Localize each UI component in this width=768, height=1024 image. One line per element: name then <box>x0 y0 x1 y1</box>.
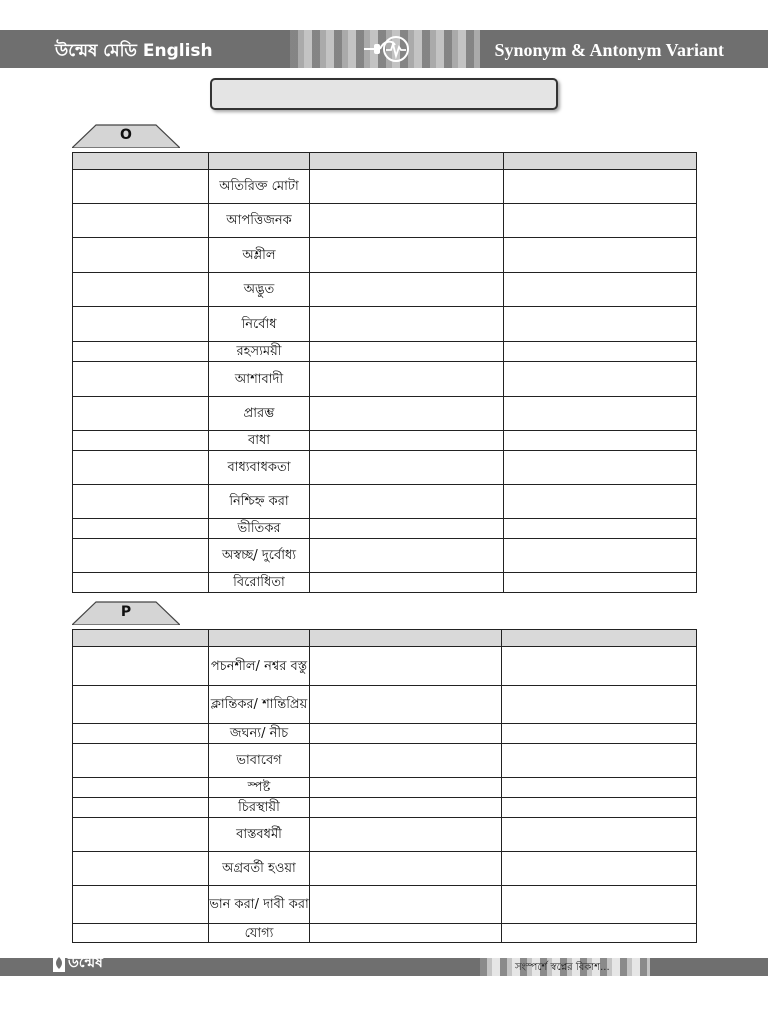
table-row <box>73 818 697 852</box>
synonym-cell <box>310 573 504 593</box>
antonym-cell <box>502 886 697 924</box>
meaning-cell: অতিরিক্ত মোটা <box>209 170 310 204</box>
antonym-cell <box>502 852 697 886</box>
synonym-cell <box>310 519 504 539</box>
antonym-cell <box>502 798 697 818</box>
section-tab-o <box>72 124 180 148</box>
meaning-cell: আপত্তিজনক <box>209 204 310 238</box>
antonym-cell <box>502 924 697 943</box>
synonym-cell <box>310 170 504 204</box>
antonym-cell <box>502 724 697 744</box>
antonym-cell <box>504 397 697 431</box>
antonym-cell <box>504 451 697 485</box>
word-cell <box>73 307 209 342</box>
antonym-cell <box>502 778 697 798</box>
meaning-cell: নিশ্চিহ্ন করা <box>209 485 310 519</box>
word-cell <box>73 204 209 238</box>
meaning-cell: বাস্তবধর্মী <box>209 818 310 852</box>
meaning-cell: যোগ্য <box>209 924 310 943</box>
meaning-cell: ভান করা/ দাবী করা <box>209 886 310 924</box>
antonym-cell <box>502 744 697 778</box>
table-row <box>73 342 697 362</box>
synonym-cell <box>310 686 502 724</box>
meaning-cell: আশাবাদী <box>209 362 310 397</box>
antonym-cell <box>504 307 697 342</box>
table-row <box>73 273 697 307</box>
word-cell <box>73 397 209 431</box>
word-cell <box>73 342 209 362</box>
meaning-cell: চিরস্থায়ী <box>209 798 310 818</box>
table-row <box>73 798 697 818</box>
table-row <box>73 431 697 451</box>
word-cell <box>73 744 209 778</box>
word-cell <box>73 539 209 573</box>
meaning-cell: অদ্ভুত <box>209 273 310 307</box>
synonym-cell <box>310 397 504 431</box>
antonym-cell <box>504 362 697 397</box>
antonym-cell <box>504 238 697 273</box>
word-cell <box>73 170 209 204</box>
stethoscope-icon <box>362 32 412 66</box>
antonym-cell <box>504 431 697 451</box>
table-row <box>73 451 697 485</box>
table-row <box>73 744 697 778</box>
header-cell <box>310 153 504 170</box>
synonym-cell <box>310 273 504 307</box>
table-row <box>73 362 697 397</box>
synonym-cell <box>310 431 504 451</box>
footer-brand-name: উন্মেষ <box>68 955 103 971</box>
table-row <box>73 724 697 744</box>
word-cell <box>73 852 209 886</box>
antonym-cell <box>504 573 697 593</box>
word-cell <box>73 778 209 798</box>
page-subject-title: Synonym & Antonym Variant <box>494 40 724 60</box>
page-footer <box>0 955 768 976</box>
synonym-cell <box>310 362 504 397</box>
table-row <box>73 924 697 943</box>
section-letter: P <box>120 604 132 620</box>
vocab-table-p <box>72 629 697 943</box>
synonym-cell <box>310 924 502 943</box>
antonym-cell <box>502 686 697 724</box>
table-row <box>73 397 697 431</box>
table-row <box>73 573 697 593</box>
word-cell <box>73 798 209 818</box>
section-title-box <box>210 78 558 110</box>
antonym-cell <box>504 519 697 539</box>
meaning-cell: অগ্রবর্তী হওয়া <box>209 852 310 886</box>
synonym-cell <box>310 204 504 238</box>
table-header-row <box>73 630 697 647</box>
table-row <box>73 686 697 724</box>
table-row <box>73 170 697 204</box>
header-cell <box>73 153 209 170</box>
synonym-cell <box>310 886 502 924</box>
meaning-cell: বাধা <box>209 431 310 451</box>
table-row <box>73 852 697 886</box>
table-row <box>73 519 697 539</box>
meaning-cell: ভাবাবেগ <box>209 744 310 778</box>
antonym-cell <box>504 273 697 307</box>
word-cell <box>73 362 209 397</box>
table-row <box>73 886 697 924</box>
synonym-cell <box>310 798 502 818</box>
header-cell <box>502 630 697 647</box>
table-row <box>73 204 697 238</box>
word-cell <box>73 485 209 519</box>
table-header-row <box>73 153 697 170</box>
antonym-cell <box>504 204 697 238</box>
table-row <box>73 647 697 686</box>
table-row <box>73 485 697 519</box>
table-row <box>73 539 697 573</box>
word-cell <box>73 451 209 485</box>
meaning-cell: ক্লান্তিকর/ শান্তিপ্রিয় <box>209 686 310 724</box>
meaning-cell: নির্বোধ <box>209 307 310 342</box>
brand-logo-icon <box>52 953 66 973</box>
footer-brand <box>52 951 103 975</box>
synonym-cell <box>310 451 504 485</box>
footer-tagline: সংস্পর্শে স্বপ্নের বিকাশ... <box>515 962 610 973</box>
antonym-cell <box>504 485 697 519</box>
synonym-cell <box>310 852 502 886</box>
synonym-cell <box>310 238 504 273</box>
synonym-cell <box>310 485 504 519</box>
word-cell <box>73 686 209 724</box>
meaning-cell: অস্বচ্ছ/ দুর্বোধ্য <box>209 539 310 573</box>
meaning-cell: অশ্লীল <box>209 238 310 273</box>
word-cell <box>73 886 209 924</box>
synonym-cell <box>310 647 502 686</box>
synonym-cell <box>310 342 504 362</box>
meaning-cell: পচনশীল/ নশ্বর বস্তু <box>209 647 310 686</box>
meaning-cell: স্পষ্ট <box>209 778 310 798</box>
antonym-cell <box>504 539 697 573</box>
word-cell <box>73 924 209 943</box>
synonym-cell <box>310 307 504 342</box>
table-row <box>73 238 697 273</box>
synonym-cell <box>310 539 504 573</box>
word-cell <box>73 238 209 273</box>
header-cell <box>209 153 310 170</box>
word-cell <box>73 818 209 852</box>
synonym-cell <box>310 744 502 778</box>
word-cell <box>73 431 209 451</box>
meaning-cell: জঘন্য/ নীচ <box>209 724 310 744</box>
word-cell <box>73 573 209 593</box>
header-cell <box>310 630 502 647</box>
header-cell <box>209 630 310 647</box>
meaning-cell: বাধ্যবাধকতা <box>209 451 310 485</box>
page-header <box>0 30 768 68</box>
antonym-cell <box>502 647 697 686</box>
meaning-cell: রহস্যময়ী <box>209 342 310 362</box>
antonym-cell <box>504 342 697 362</box>
synonym-cell <box>310 724 502 744</box>
synonym-cell <box>310 778 502 798</box>
brand-title: উন্মেষ মেডি English <box>55 41 213 61</box>
table-row <box>73 307 697 342</box>
word-cell <box>73 724 209 744</box>
meaning-cell: বিরোধিতা <box>209 573 310 593</box>
word-cell <box>73 519 209 539</box>
antonym-cell <box>504 170 697 204</box>
synonym-cell <box>310 818 502 852</box>
meaning-cell: প্রারম্ভ <box>209 397 310 431</box>
word-cell <box>73 273 209 307</box>
section-tab-p <box>72 601 180 625</box>
antonym-cell <box>502 818 697 852</box>
section-letter: O <box>120 127 132 143</box>
header-cell <box>504 153 697 170</box>
header-cell <box>73 630 209 647</box>
table-row <box>73 778 697 798</box>
vocab-table-o <box>72 152 697 593</box>
meaning-cell: ভীতিকর <box>209 519 310 539</box>
word-cell <box>73 647 209 686</box>
